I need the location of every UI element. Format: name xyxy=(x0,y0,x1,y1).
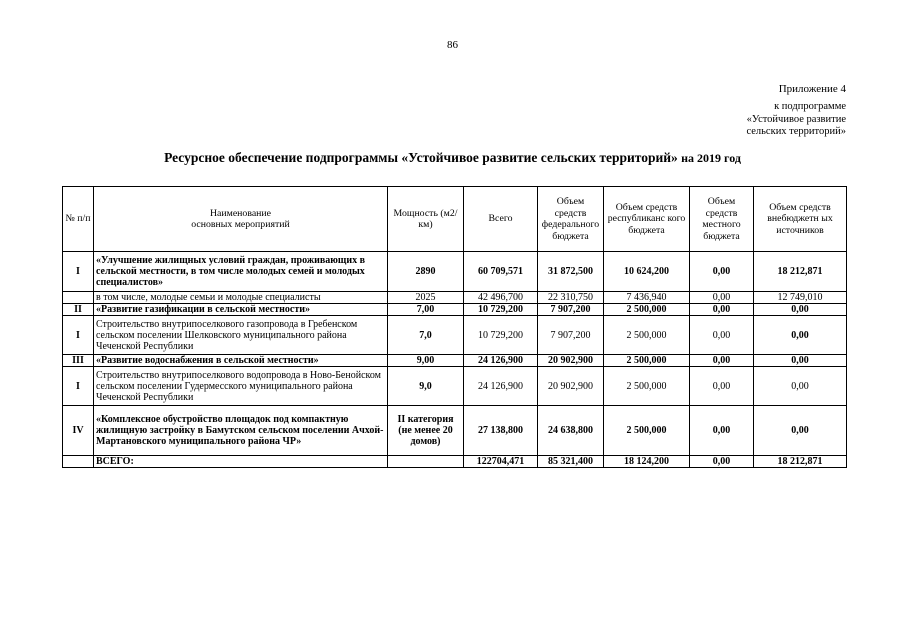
row-capacity: 9,0 xyxy=(388,367,464,406)
row-republic: 10 624,200 xyxy=(604,252,690,292)
row-name: Строительство внутрипоселкового водопровода в Ново-Бенойском сельском поселении Гудермесского муниципального района Чеченской Республики xyxy=(94,367,388,406)
row-federal: 85 321,400 xyxy=(538,456,604,468)
row-capacity: 7,00 xyxy=(388,304,464,316)
row-republic: 2 500,000 xyxy=(604,304,690,316)
row-num: IV xyxy=(63,406,94,456)
row-total: 60 709,571 xyxy=(464,252,538,292)
row-republic: 18 124,200 xyxy=(604,456,690,468)
row-federal: 22 310,750 xyxy=(538,292,604,304)
col-header-capacity: Мощность (м2/км) xyxy=(388,187,464,252)
col-header-name xyxy=(94,187,388,252)
row-total: 42 496,700 xyxy=(464,292,538,304)
row-capacity xyxy=(388,456,464,468)
document-title xyxy=(0,150,905,166)
col-header-extra: Объем средств внебюджетн ых источников xyxy=(754,187,847,252)
table-header-row xyxy=(63,187,847,252)
resource-table xyxy=(62,186,847,468)
col-header-total: Всего xyxy=(464,187,538,252)
subtitle-line: «Устойчивое развитие xyxy=(746,113,846,125)
col-header-local: Объем средств местного бюджета xyxy=(690,187,754,252)
row-capacity: 2025 xyxy=(388,292,464,304)
row-total: 27 138,800 xyxy=(464,406,538,456)
row-extra: 0,00 xyxy=(754,406,847,456)
table-row xyxy=(63,292,847,304)
row-num xyxy=(63,456,94,468)
row-capacity: 2890 xyxy=(388,252,464,292)
row-num xyxy=(63,292,94,304)
title-year: на 2019 год xyxy=(681,151,741,165)
subtitle-line: к подпрограмме xyxy=(774,101,846,112)
title-text: Ресурсное обеспечение подпрограммы «Устойчивое развитие сельских территорий» xyxy=(164,150,678,165)
col-header-republic: Объем средств республиканс кого бюджета xyxy=(604,187,690,252)
row-total: 10 729,200 xyxy=(464,304,538,316)
row-federal: 20 902,900 xyxy=(538,355,604,367)
col-header-name-line: Наименование xyxy=(209,207,272,219)
row-republic: 2 500,000 xyxy=(604,355,690,367)
row-local: 0,00 xyxy=(690,292,754,304)
table-row-total xyxy=(63,456,847,468)
row-name: в том числе, молодые семьи и молодые специалисты xyxy=(94,292,388,304)
row-name: «Развитие газификации в сельской местности» xyxy=(94,304,388,316)
table-row xyxy=(63,355,847,367)
row-capacity: 9,00 xyxy=(388,355,464,367)
row-local: 0,00 xyxy=(690,355,754,367)
row-local: 0,00 xyxy=(690,252,754,292)
row-capacity: II категория (не менее 20 домов) xyxy=(388,406,464,456)
row-name: Строительство внутрипоселкового газопровода в Гребенском сельском поселении Шелковского муниципального района Чеченской Республики xyxy=(94,316,388,355)
table-row xyxy=(63,252,847,292)
row-local: 0,00 xyxy=(690,316,754,355)
row-extra: 18 212,871 xyxy=(754,456,847,468)
row-num: I xyxy=(63,252,94,292)
row-num: III xyxy=(63,355,94,367)
row-extra: 0,00 xyxy=(754,316,847,355)
row-federal: 20 902,900 xyxy=(538,367,604,406)
page-number: 86 xyxy=(447,39,458,51)
table-row xyxy=(63,406,847,456)
col-header-federal: Объем средств федерального бюджета xyxy=(538,187,604,252)
col-header-name-line: основных мероприятий xyxy=(191,219,290,230)
row-federal: 31 872,500 xyxy=(538,252,604,292)
row-federal: 7 907,200 xyxy=(538,316,604,355)
row-federal: 7 907,200 xyxy=(538,304,604,316)
row-total: 122704,471 xyxy=(464,456,538,468)
row-extra: 0,00 xyxy=(754,367,847,406)
subprogram-reference xyxy=(746,101,846,139)
row-local: 0,00 xyxy=(690,367,754,406)
row-extra: 0,00 xyxy=(754,355,847,367)
row-num: I xyxy=(63,316,94,355)
row-federal: 24 638,800 xyxy=(538,406,604,456)
row-name: ВСЕГО: xyxy=(94,456,388,468)
row-local: 0,00 xyxy=(690,304,754,316)
row-republic: 2 500,000 xyxy=(604,367,690,406)
row-total: 24 126,900 xyxy=(464,355,538,367)
row-name: «Улучшение жилищных условий граждан, проживающих в сельской местности, в том числе молодых семей и молодых специалистов» xyxy=(94,252,388,292)
row-name: «Комплексное обустройство площадок под компактную жилищную застройку в Бамутском сельском поселении Ачхой-Мартановского муниципального района ЧР» xyxy=(94,406,388,456)
table-row xyxy=(63,316,847,355)
row-republic: 7 436,940 xyxy=(604,292,690,304)
table-row xyxy=(63,304,847,316)
row-total: 24 126,900 xyxy=(464,367,538,406)
subtitle-line: сельских территорий» xyxy=(746,126,846,137)
row-num: II xyxy=(63,304,94,316)
row-total: 10 729,200 xyxy=(464,316,538,355)
row-local: 0,00 xyxy=(690,456,754,468)
appendix-label: Приложение 4 xyxy=(778,83,846,95)
row-local: 0,00 xyxy=(690,406,754,456)
row-extra: 0,00 xyxy=(754,304,847,316)
row-num: I xyxy=(63,367,94,406)
row-extra: 18 212,871 xyxy=(754,252,847,292)
col-header-num: № п/п xyxy=(63,187,94,252)
row-republic: 2 500,000 xyxy=(604,316,690,355)
row-capacity: 7,0 xyxy=(388,316,464,355)
row-republic: 2 500,000 xyxy=(604,406,690,456)
row-name: «Развитие водоснабжения в сельской местности» xyxy=(94,355,388,367)
table-row xyxy=(63,367,847,406)
row-extra: 12 749,010 xyxy=(754,292,847,304)
